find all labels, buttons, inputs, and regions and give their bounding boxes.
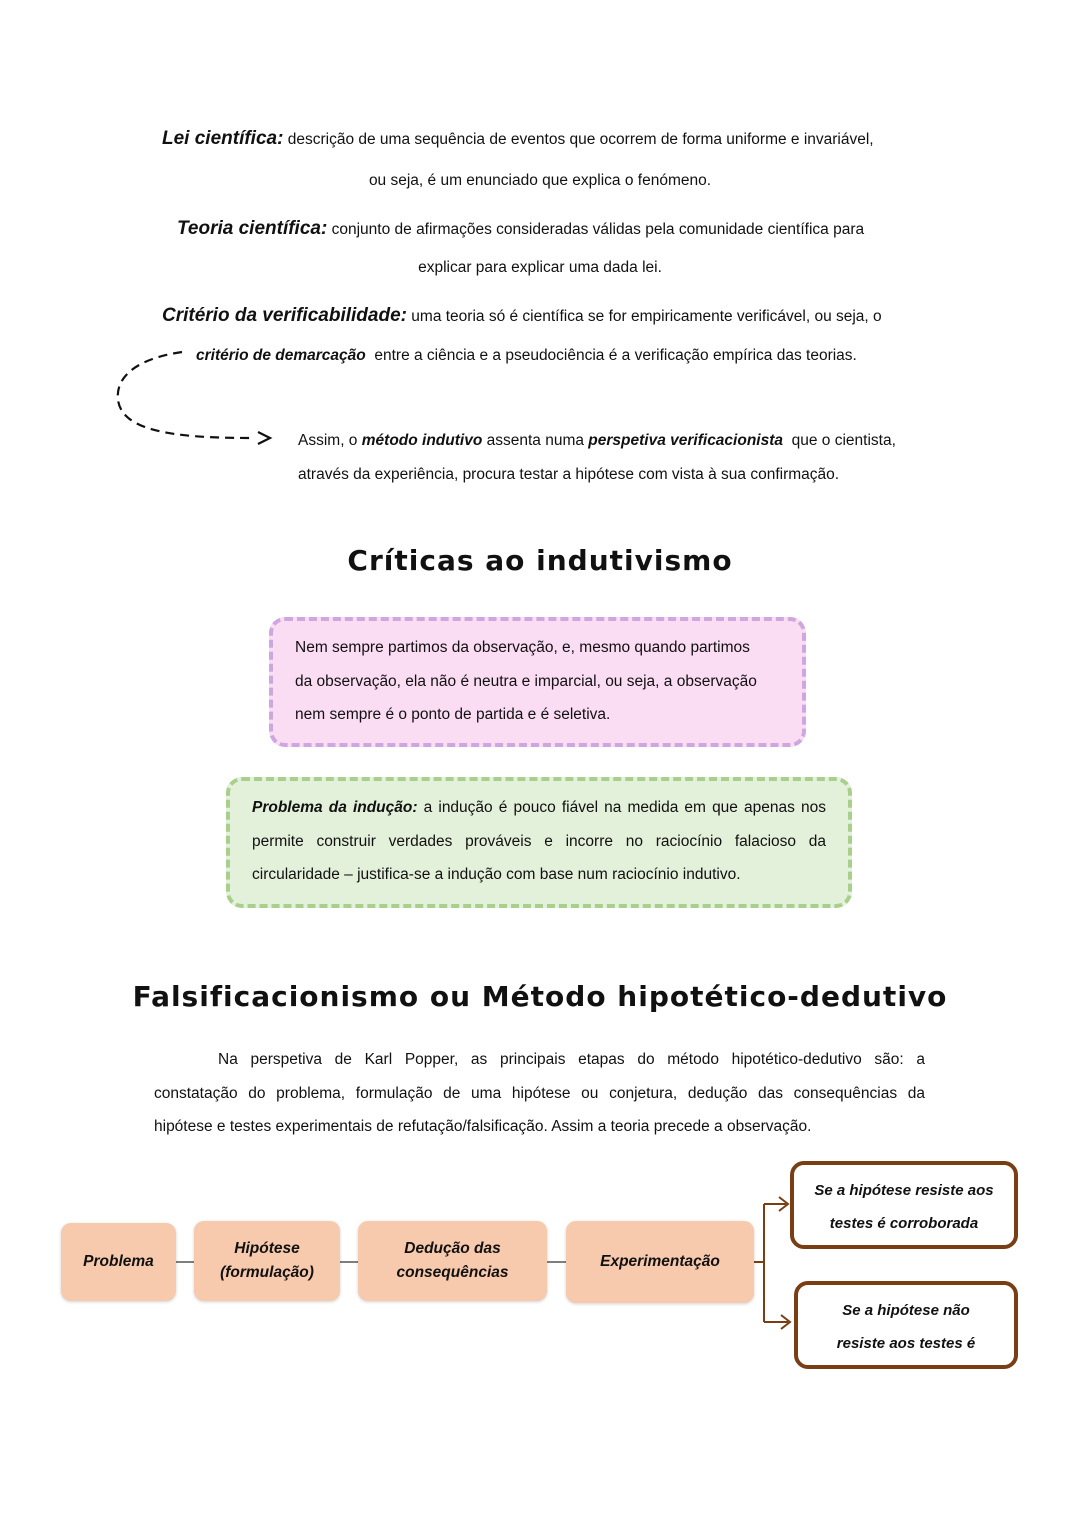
- assim-line-1: [298, 430, 896, 452]
- green-problem-box: [226, 777, 852, 908]
- criticas-title: Críticas ao indutivismo: [347, 544, 733, 577]
- paragraph-line-3: hipótese e testes experimentais de refutação/falsificação. Assim a teoria precede a observação.: [154, 1118, 812, 1135]
- teoria-line-1: [177, 218, 864, 241]
- step-1-line-1: Problema: [83, 1253, 154, 1270]
- green-line-3: circularidade – justifica-se a indução com base num raciocínio indutivo.: [252, 866, 741, 883]
- demarcacao-term: critério de demarcação: [196, 347, 366, 364]
- outcome-corroborada: [790, 1161, 1018, 1249]
- lei-text-2: ou seja, é um enunciado que explica o fenómeno.: [368, 172, 712, 189]
- lei-text-1: descrição de uma sequência de eventos que ocorrem de forma uniforme e invariável,: [287, 131, 874, 148]
- green-line-2: permite construir verdades prováveis e incorre no raciocínio falacioso da: [252, 832, 826, 850]
- teoria-text-1: conjunto de afirmações consideradas válidas pela comunidade científica para: [331, 221, 865, 238]
- lei-line-1: [162, 128, 874, 151]
- pink-line-1: Nem sempre partimos da observação, e, mesmo quando partimos: [295, 639, 750, 656]
- assim-suffix: que o cientista,: [791, 432, 896, 449]
- paragraph-line-2: constatação do problema, formulação de uma hipótese ou conjetura, dedução das consequências da: [154, 1084, 925, 1102]
- outcome-2-line-1: Se a hipótese não: [842, 1302, 970, 1319]
- step-problema: [61, 1223, 176, 1301]
- assim-middle: assenta numa: [486, 432, 584, 449]
- assim-prefix: Assim, o: [298, 432, 358, 449]
- outcome-2-line-2: resiste aos testes é: [836, 1335, 976, 1352]
- outcome-1-line-2: testes é corroborada: [829, 1215, 979, 1232]
- step-2-line-2: (formulação): [220, 1264, 314, 1281]
- green-line-1: [252, 791, 826, 825]
- step-3-line-2: consequências: [396, 1264, 509, 1281]
- outcome-refutada: [794, 1281, 1018, 1369]
- curved-arrow-icon: [100, 340, 290, 460]
- step-experimentacao: [566, 1221, 754, 1303]
- step-4-line-1: Experimentação: [600, 1253, 720, 1270]
- criterio-term: Critério da verificabilidade:: [162, 305, 407, 326]
- teoria-text-2: explicar para explicar uma dada lei.: [418, 259, 662, 276]
- lei-term: Lei científica:: [162, 128, 284, 149]
- popper-paragraph: [154, 1043, 925, 1144]
- pink-critique-box: [269, 617, 806, 747]
- teoria-term: Teoria científica:: [177, 218, 328, 239]
- step-3-line-1: Dedução das: [404, 1240, 501, 1257]
- outcome-1-line-1: Se a hipótese resiste aos: [814, 1182, 994, 1199]
- green-text-1: a indução é pouco fiável na medida em que apenas nos: [423, 799, 826, 816]
- step-2-line-1: Hipótese: [234, 1240, 300, 1257]
- criterio-text-1: uma teoria só é científica se for empiricamente verificável, ou seja, o: [411, 308, 882, 325]
- paragraph-line-1: Na perspetiva de Karl Popper, as principais etapas do método hipotético-dedutivo são: a: [218, 1051, 925, 1068]
- step-deducao: [358, 1221, 547, 1301]
- assim-line-2: através da experiência, procura testar a hipótese com vista à sua confirmação.: [298, 466, 840, 483]
- pink-line-3: nem sempre é o ponto de partida e é seletiva.: [295, 706, 611, 723]
- verificacionista-term: perspetiva verificacionista: [588, 432, 784, 449]
- falsificacionismo-title: Falsificacionismo ou Método hipotético-dedutivo: [132, 980, 948, 1013]
- problema-inducao-term: Problema da indução:: [252, 799, 418, 816]
- criterio-line-1: [162, 305, 882, 328]
- criterio-line-2: [196, 345, 857, 367]
- metodo-indutivo-term: método indutivo: [361, 432, 483, 449]
- step-hipotese: [194, 1221, 340, 1301]
- pink-line-2: da observação, ela não é neutra e imparcial, ou seja, a observação: [295, 672, 757, 690]
- criterio-text-2: entre a ciência e a pseudociência é a verificação empírica das teorias.: [374, 347, 857, 364]
